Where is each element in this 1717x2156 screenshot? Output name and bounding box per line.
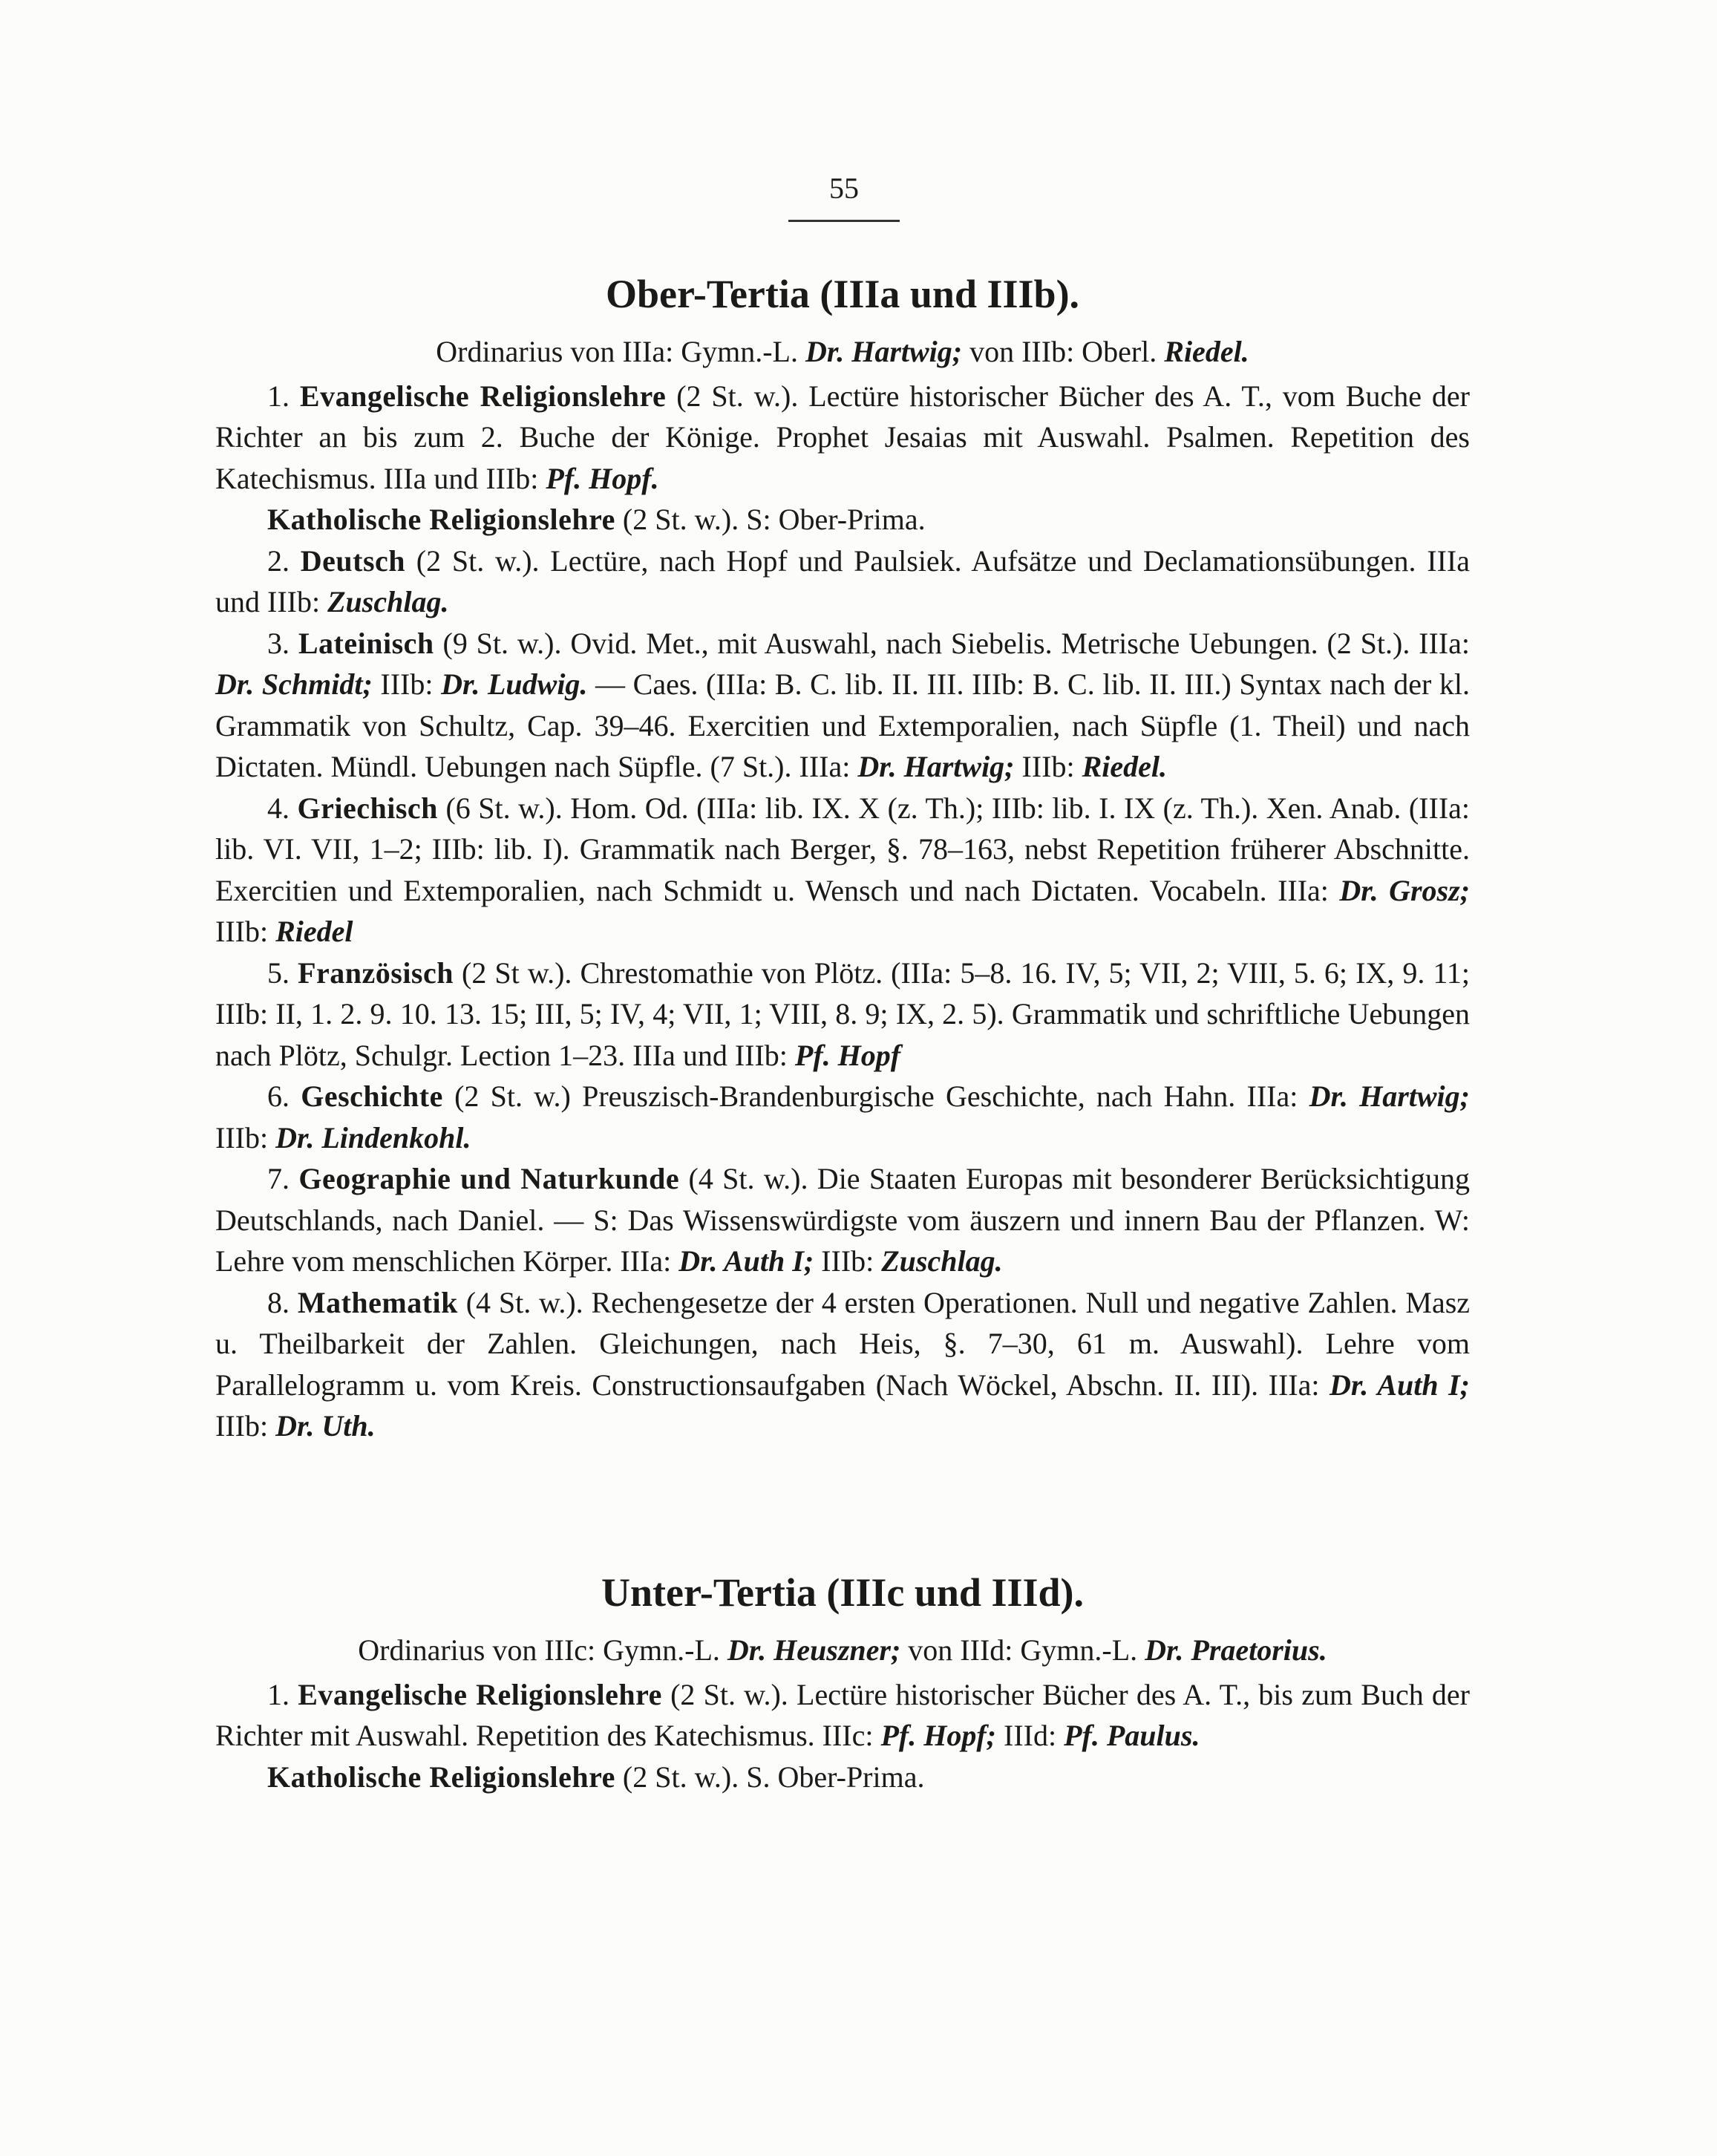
teacher-name: Riedel. — [1164, 335, 1249, 368]
teacher-name: Riedel. — [1082, 750, 1167, 783]
entry-text: (6 St. w.). Hom. Od. (IIIa: lib. IX. X (z. Th.); IIIb: lib. I. IX (z. Th.). Xen. Anab. (IIIa: lib. VI. VII, 1–2; IIIb: lib. I). Grammatik nach Berger, §. 78–163, nebst Repetition früherer Abschnitte. Exercitien und Extemporalien, nach Schmidt u. Wensch und nach Dictaten. Vocabeln. IIIa: — [215, 791, 1471, 907]
entry-text: (9 St. w.). Ovid. Met., mit Auswahl, nach Siebelis. Metrische Uebungen. (2 St.). IIIa: — [434, 626, 1470, 660]
ordinarius-text: Ordinarius von IIIa: Gymn.-L. — [436, 335, 805, 368]
subject-entry-religion-katholisch — [215, 499, 1470, 540]
teacher-name: Dr. Hartwig; — [805, 335, 963, 368]
entry-text: (4 St. w.). Die Staaten Europas mit besonderer Berücksichtigung Deutschlands, nach Daniel. — S: Das Wissenswürdigste vom äuszern und innern Bau der Pflanzen. W: Lehre vom menschlichen Körper. IIIa: — [215, 1162, 1471, 1278]
subject-entry-mathematik — [215, 1282, 1470, 1447]
entry-text: IIIb: — [814, 1244, 882, 1278]
subject-name: Geschichte — [301, 1079, 443, 1113]
teacher-name: Pf. Hopf. — [546, 461, 659, 495]
subject-entry-griechisch — [215, 788, 1470, 953]
ordinarius-text: von IIIb: Oberl. — [962, 335, 1165, 368]
subject-name: Evangelische Religionslehre — [298, 1677, 662, 1711]
subject-entry-franzoesisch — [215, 953, 1470, 1077]
teacher-name: Zuschlag. — [881, 1244, 1003, 1278]
entry-text: IIIb: — [215, 915, 276, 948]
subject-name: Griechisch — [297, 791, 438, 825]
subject-entry-religion-evangelisch — [215, 1674, 1470, 1757]
teacher-name: Dr. Uth. — [275, 1409, 376, 1443]
entry-text: IIIb: — [1014, 750, 1082, 783]
teacher-name: Zuschlag. — [327, 585, 449, 618]
entry-text: (2 St. w.). S: Ober-Prima. — [615, 503, 926, 536]
entry-text: (2 St. w.). Lectüre historischer Bücher des A. T., bis zum Buch der Richter mit Auswahl. Repetition des Katechismus. IIIc: — [215, 1677, 1471, 1752]
teacher-name: Dr. Schmidt; — [215, 667, 373, 701]
teacher-name: Pf. Hopf — [794, 1038, 901, 1072]
section-heading: Unter-Tertia (IIIc und IIId). — [601, 1570, 1085, 1615]
teacher-name: Pf. Hopf; — [880, 1719, 996, 1752]
teacher-name: Dr. Praetorius. — [1145, 1633, 1327, 1667]
entry-text: (2 St. w.). Lectüre historischer Bücher des A. T., vom Buche der Richter an bis zum 2. Buche der Könige. Prophet Jesaias mit Auswahl. Psalmen. Repetition des Katechismus. IIIa und IIIb: — [215, 379, 1470, 495]
subject-name: Deutsch — [300, 543, 406, 578]
ordinarius-text: von IIId: Gymn.-L. — [900, 1633, 1145, 1667]
entry-number: 5. — [267, 956, 298, 990]
teacher-name: Dr. Hartwig; — [1309, 1079, 1470, 1113]
page-number-rule — [788, 220, 900, 222]
teacher-name: Dr. Auth I; — [678, 1244, 814, 1278]
subject-entry-deutsch — [215, 540, 1470, 623]
entry-text: (2 St. w.) Preuszisch-Brandenburgische Geschichte, nach Hahn. IIIa: — [442, 1079, 1309, 1113]
subject-entry-geographie — [215, 1158, 1470, 1282]
entry-text: IIIb: — [372, 667, 442, 701]
ordinarius-line — [215, 1630, 1470, 1671]
entry-text: IIIb: — [215, 1120, 276, 1154]
section-ober-tertia — [215, 266, 1470, 1447]
subject-entry-latein — [215, 623, 1470, 788]
entry-text: — Caes. (IIIa: B. C. lib. II. III. IIIb: B. C. lib. II. III.) Syntax nach der kl. Grammatik von Schultz, Cap. 39–46. Exercitien und Extemporalien, nach Süpfle (1. Theil) und nach Dictaten. Mündl. Uebungen nach Süpfle. (7 St.). IIIa: — [215, 667, 1471, 783]
subject-name: Französisch — [298, 956, 454, 990]
teacher-name: Dr. Grosz; — [1339, 873, 1471, 907]
entry-number: 4. — [267, 791, 298, 825]
teacher-name: Dr. Heuszner; — [727, 1633, 901, 1667]
subject-name: Geographie und Naturkunde — [298, 1162, 680, 1195]
section-heading: Ober-Tertia (IIIa und IIIb). — [605, 272, 1080, 316]
entry-text: (4 St. w.). Rechengesetze der 4 ersten Operationen. Null und negative Zahlen. Masz u. Theilbarkeit der Zahlen. Gleichungen, nach Heis, §. 7–30, 61 m. Auswahl). Lehre vom Parallelogramm u. vom Kreis. Constructionsaufgaben (Nach Wöckel, Abschn. II. III). IIIa: — [215, 1285, 1471, 1402]
teacher-name: Pf. Paulus. — [1064, 1719, 1200, 1752]
subject-entry-religion-katholisch — [215, 1757, 1470, 1798]
subject-name: Mathematik — [297, 1285, 458, 1319]
ordinarius-line — [215, 331, 1470, 373]
subject-name: Katholische Religionslehre — [267, 1760, 615, 1794]
subject-name: Evangelische Religionslehre — [299, 379, 667, 413]
entry-number: 1. — [267, 379, 300, 413]
entry-text: (2 St. w.). S. Ober-Prima. — [615, 1760, 925, 1794]
subject-name: Katholische Religionslehre — [267, 503, 615, 536]
entry-text: IIId: — [996, 1719, 1064, 1752]
entry-number: 8. — [267, 1285, 298, 1319]
entry-number: 3. — [267, 626, 298, 660]
subject-name: Lateinisch — [298, 626, 434, 660]
entry-text: (2 St. w.). Lectüre, nach Hopf und Paulsiek. Aufsätze und Declamationsübungen. IIIa und IIIb: — [215, 543, 1470, 618]
teacher-name: Dr. Ludwig. — [441, 667, 588, 701]
entry-number: 1. — [267, 1677, 298, 1711]
page-number: 55 — [829, 172, 859, 205]
teacher-name: Dr. Hartwig; — [857, 750, 1015, 783]
entry-number: 7. — [267, 1162, 299, 1195]
teacher-name: Riedel — [275, 915, 353, 948]
entry-number: 2. — [267, 543, 301, 578]
entry-text: IIIb: — [215, 1409, 276, 1443]
subject-entry-geschichte — [215, 1076, 1470, 1158]
subject-entry-religion-evangelisch — [215, 376, 1470, 500]
entry-number: 6. — [267, 1079, 301, 1113]
entry-text: (2 St w.). Chrestomathie von Plötz. (IIIa: 5–8. 16. IV, 5; VII, 2; VIII, 5. 6; IX, 9. 11; IIIb: II, 1. 2. 9. 10. 13. 15; III, 5; IV, 4; VII, 1; VIII, 8. 9; IX, 2. 5). Grammatik und schriftliche Uebungen nach Plötz, Schulgr. Lection 1–23. IIIa und IIIb: — [215, 956, 1471, 1072]
teacher-name: Dr. Auth I; — [1330, 1368, 1470, 1402]
ordinarius-text: Ordinarius von IIIc: Gymn.-L. — [358, 1633, 727, 1667]
teacher-name: Dr. Lindenkohl. — [275, 1120, 471, 1154]
section-unter-tertia — [215, 1564, 1470, 1797]
